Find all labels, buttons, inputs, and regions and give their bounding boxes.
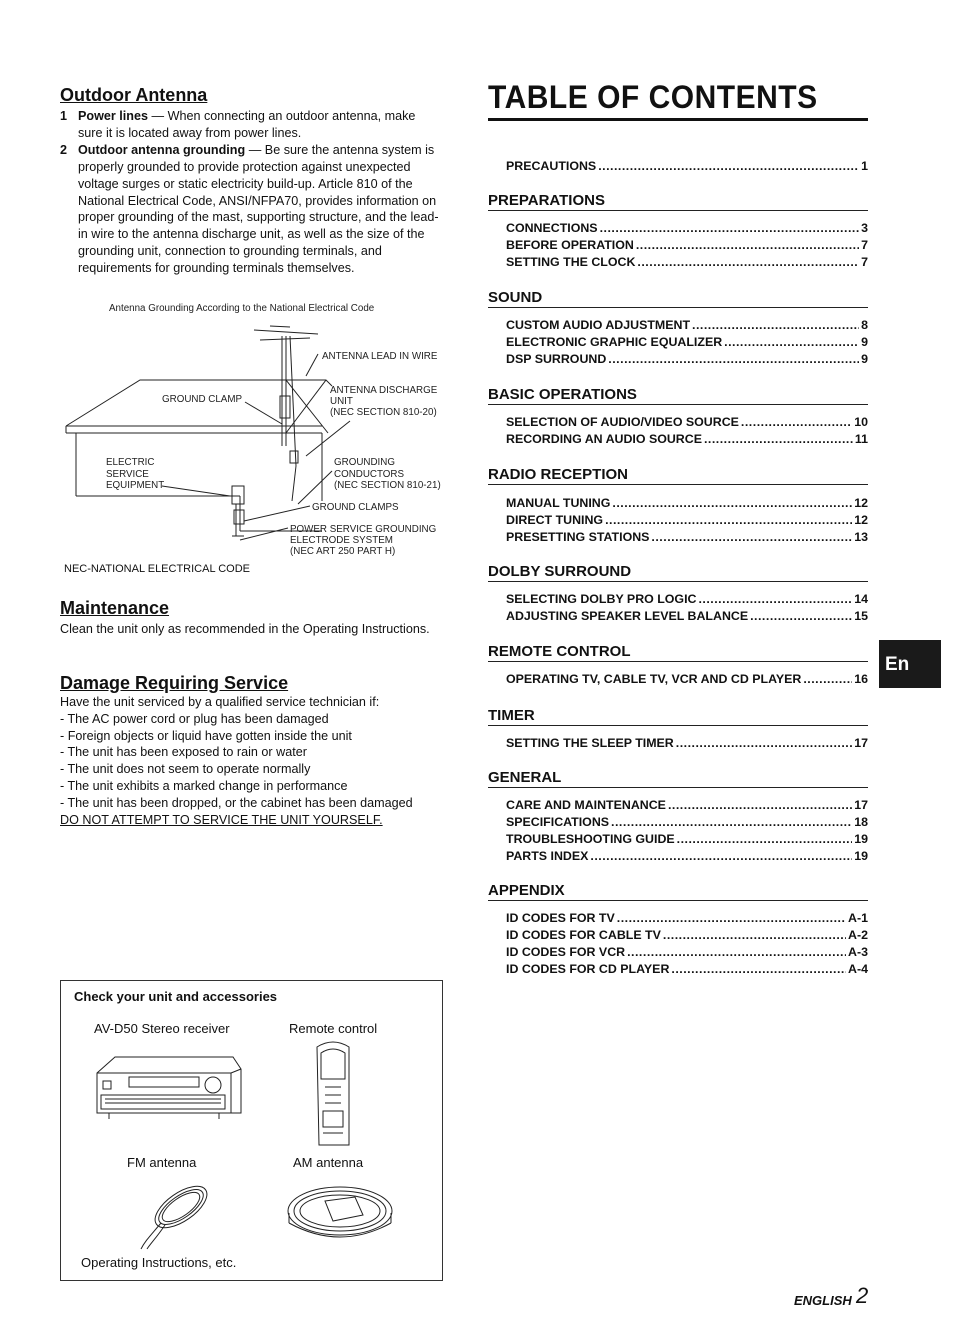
house-icon (66, 326, 350, 540)
list-item: - Foreign objects or liquid have gotten inside the unit (60, 728, 352, 743)
svg-text:(NEC SECTION 810-20): (NEC SECTION 810-20) (330, 407, 437, 418)
toc-title-rule (488, 118, 868, 121)
fm-antenna-label: FM antenna (127, 1155, 197, 1170)
antenna-grounding-diagram (60, 296, 450, 586)
list-item: - The AC power cord or plug has been damaged (60, 711, 329, 726)
toc-entry[interactable]: OPERATING TV, CABLE TV, VCR AND CD PLAYER ..... 16 (506, 672, 868, 686)
svg-text:GROUND CLAMPS: GROUND CLAMPS (312, 502, 399, 513)
toc-entry-precautions[interactable]: PRECAUTIONS ..... 1 (506, 159, 868, 173)
toc-entry[interactable]: SETTING THE CLOCK ..... 7 (506, 255, 868, 269)
toc-entry[interactable]: ID CODES FOR CABLE TV ..... A-2 (506, 928, 868, 942)
toc-section-remote-control: REMOTE CONTROL (488, 643, 868, 662)
svg-text:(NEC ART 250 PART H): (NEC ART 250 PART H) (290, 546, 396, 557)
damage-list (60, 694, 413, 828)
toc-entry[interactable]: TROUBLESHOOTING GUIDE ..... 19 (506, 832, 868, 846)
fm-antenna-icon (121, 1177, 221, 1257)
toc-entry[interactable]: RECORDING AN AUDIO SOURCE ..... 11 (506, 432, 868, 446)
svg-text:ELECTRIC: ELECTRIC (106, 457, 155, 468)
toc-entry[interactable]: CUSTOM AUDIO ADJUSTMENT ..... 8 (506, 318, 868, 332)
toc-entry[interactable]: SELECTING DOLBY PRO LOGIC ..... 14 (506, 592, 868, 606)
receiver-label: AV-D50 Stereo receiver (94, 1021, 230, 1036)
svg-text:ANTENNA LEAD IN WIRE: ANTENNA LEAD IN WIRE (322, 351, 438, 362)
svg-text:POWER SERVICE GROUNDING: POWER SERVICE GROUNDING (290, 524, 437, 535)
toc-entry[interactable]: CONNECTIONS ..... 3 (506, 221, 868, 235)
list-item: - The unit has been dropped, or the cabinet has been damaged (60, 795, 413, 810)
outdoor-antenna-list (60, 108, 442, 277)
toc-section-timer: TIMER (488, 707, 868, 726)
list-item: - The unit has been exposed to rain or water (60, 745, 307, 760)
docs-label: Operating Instructions, etc. (81, 1255, 237, 1270)
damage-heading: Damage Requiring Service (60, 673, 289, 693)
service-warning: DO NOT ATTEMPT TO SERVICE THE UNIT YOURSELF. (60, 812, 383, 827)
toc-entry[interactable]: PARTS INDEX ..... 19 (506, 849, 868, 863)
toc-section-preparations: PREPARATIONS (488, 192, 868, 211)
toc-entry[interactable]: PRESETTING STATIONS ..... 13 (506, 530, 868, 544)
list-item: - The unit does not seem to operate normally (60, 762, 311, 777)
toc-entry[interactable]: ID CODES FOR VCR ..... A-3 (506, 945, 868, 959)
outdoor-antenna-heading: Outdoor Antenna (60, 85, 208, 105)
remote-control-icon (309, 1039, 357, 1151)
svg-text:GROUND CLAMP: GROUND CLAMP (162, 394, 243, 405)
language-tab: En (879, 640, 941, 688)
svg-text:EQUIPMENT: EQUIPMENT (106, 480, 165, 491)
accessories-box (60, 980, 443, 1281)
maintenance-text: Clean the unit only as recommended in the Operating Instructions. (60, 622, 430, 636)
toc-entry[interactable]: CARE AND MAINTENANCE ..... 17 (506, 798, 868, 812)
remote-label: Remote control (289, 1021, 378, 1036)
list-item: 1 Power lines — When connecting an outdoor antenna, make sure it is located away from power lines. (60, 109, 416, 140)
toc-entry[interactable]: SETTING THE SLEEP TIMER ..... 17 (506, 736, 868, 750)
svg-text:ANTENNA DISCHARGE: ANTENNA DISCHARGE (330, 385, 438, 396)
toc-section-sound: SOUND (488, 289, 868, 308)
toc-entry[interactable]: DSP SURROUND ..... 9 (506, 352, 868, 366)
toc-section-basic-operations: BASIC OPERATIONS (488, 386, 868, 405)
svg-text:UNIT: UNIT (330, 396, 353, 407)
maintenance-heading: Maintenance (60, 598, 170, 618)
am-antenna-label: AM antenna (293, 1155, 364, 1170)
stereo-receiver-icon (95, 1051, 245, 1126)
svg-text:CONDUCTORS: CONDUCTORS (334, 469, 405, 480)
svg-text:ELECTRODE SYSTEM: ELECTRODE SYSTEM (290, 535, 393, 546)
toc-entry[interactable]: ID CODES FOR CD PLAYER ..... A-4 (506, 962, 868, 976)
svg-text:GROUNDING: GROUNDING (334, 457, 395, 468)
toc-entry[interactable]: SPECIFICATIONS ..... 18 (506, 815, 868, 829)
svg-text:(NEC SECTION 810-21): (NEC SECTION 810-21) (334, 480, 441, 491)
list-item: 2 Outdoor antenna grounding — Be sure the antenna system is properly grounded to provide protection against unexpected voltage surges or static electricity build-up. Article 810 of the National Electrical Code, ANSI/NFPA70, provides information on proper grounding of the mast, supporting structure, and the lead-in wire to the antenna discharge unit, as well as the size of the grounding unit, connection to grounding terminals, and requirements for grounding terminals themselves. (60, 142, 439, 276)
toc-entry[interactable]: ADJUSTING SPEAKER LEVEL BALANCE ..... 15 (506, 609, 868, 623)
toc-entry[interactable]: MANUAL TUNING ..... 12 (506, 496, 868, 510)
toc-section-dolby-surround: DOLBY SURROUND (488, 563, 868, 582)
footer-language: ENGLISH (794, 1293, 852, 1308)
page-number: 2 (856, 1283, 869, 1308)
toc-section-appendix: APPENDIX (488, 882, 868, 901)
damage-intro: Have the unit serviced by a qualified service technician if: (60, 695, 380, 709)
toc-entry[interactable]: DIRECT TUNING ..... 12 (506, 513, 868, 527)
nec-note: NEC-NATIONAL ELECTRICAL CODE (64, 563, 251, 575)
am-antenna-icon (285, 1179, 395, 1249)
figure-caption: Antenna Grounding According to the National Electrical Code (109, 303, 375, 314)
toc-title: TABLE OF CONTENTS (488, 80, 818, 116)
svg-text:SERVICE: SERVICE (106, 469, 149, 480)
toc-entry[interactable]: ELECTRONIC GRAPHIC EQUALIZER ..... 9 (506, 335, 868, 349)
list-item: - The unit exhibits a marked change in performance (60, 778, 348, 793)
toc-entry[interactable]: ID CODES FOR TV ..... A-1 (506, 911, 868, 925)
toc-section-general: GENERAL (488, 769, 868, 788)
toc-section-radio-reception: RADIO RECEPTION (488, 466, 868, 485)
toc-entry[interactable]: SELECTION OF AUDIO/VIDEO SOURCE ..... 10 (506, 415, 868, 429)
accessories-heading: Check your unit and accessories (74, 989, 278, 1004)
toc-entry[interactable]: BEFORE OPERATION ..... 7 (506, 238, 868, 252)
